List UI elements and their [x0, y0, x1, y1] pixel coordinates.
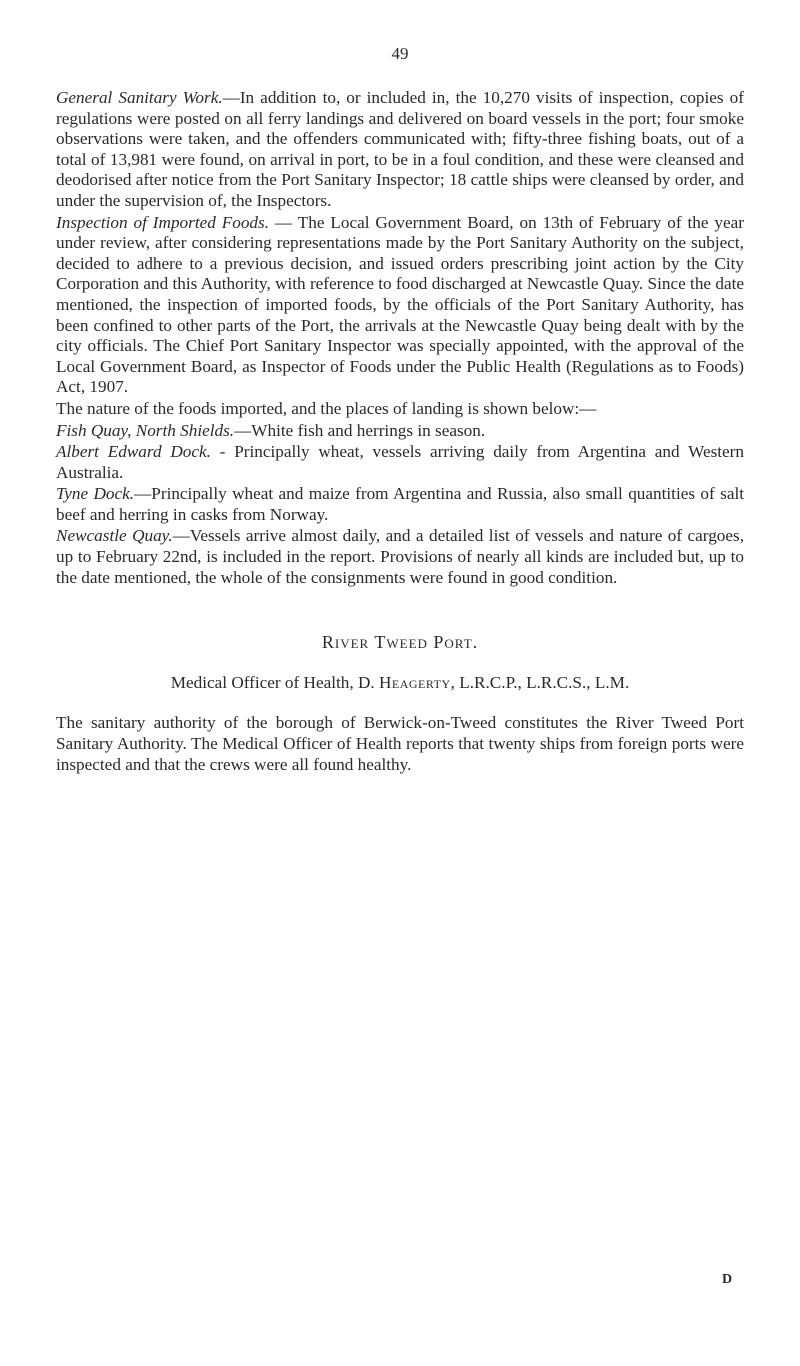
paragraph-nature-intro: The nature of the foods imported, and the places of landing is shown below:— [56, 398, 597, 418]
paragraph-newcastle-quay [56, 526, 744, 588]
paragraph-general-sanitary [56, 88, 744, 212]
heading-tyne-dock: Tyne Dock. [56, 484, 135, 504]
signature-mark: D [722, 1272, 733, 1287]
medical-officer-line [56, 673, 744, 694]
text-fish-quay: —White fish and herrings in season. [234, 420, 486, 440]
heading-albert-edward: Albert Edward Dock. [56, 442, 211, 462]
page-number: 49 [391, 44, 409, 63]
paragraph-river-tweed: The sanitary authority of the borough of Berwick-on-Tweed constitutes the River Tweed Port Sanitary Authority. The Medical Officer of Health reports that twenty ships from foreign ports were inspected and that the crews were all found healthy. [56, 713, 744, 774]
heading-imported-foods: Inspection of Imported Foods. [56, 212, 270, 232]
heading-fish-quay: Fish Quay, North Shields. [56, 420, 235, 440]
section-title-river-tweed: River Tweed Port. [321, 632, 479, 653]
text-imported-foods: — The Local Government Board, on 13th of February of the year under review, after considering representations made by the Port Sanitary Authority on the subject, decided to adhere to a previous decision, and issued orders prescribing joint action by the City Corporation and this Authority, with reference to food discharged at Newcastle Quay. Since the date mentioned, the inspection of imported foods, by the officials of the Port Sanitary Authority, has been confined to other parts of the Port, the arrivals at the Newcastle Quay being dealt with by the city officials. The Chief Port Sanitary Inspector was specially appointed, with the approval of the Local Government Board, as Inspector of Foods under the Public Health (Regulations as to Foods) Act, 1907. [56, 212, 744, 397]
officer-suffix: , L.R.C.P., L.R.C.S., L.M. [450, 672, 630, 692]
paragraph-albert-edward [56, 442, 744, 483]
paragraph-imported-foods [56, 213, 744, 398]
paragraph-fish-quay [56, 421, 744, 442]
document-body [56, 88, 744, 776]
text-tyne-dock: —Principally wheat and maize from Argentina and Russia, also small quantities of salt beef and herring in casks from Norway. [56, 484, 744, 524]
heading-newcastle-quay: Newcastle Quay. [56, 526, 173, 546]
text-newcastle-quay: —Vessels arrive almost daily, and a detailed list of vessels and nature of cargoes, up to February 22nd, is included in the report. Provisions of nearly all kinds are included but, up to the date mentioned, the whole of the consignments were found in good condition. [56, 526, 744, 587]
text-albert-edward: - Principally wheat, vessels arriving daily from Argentina and Western Australia. [56, 442, 744, 482]
officer-prefix: Medical Officer of Health, D. [170, 672, 379, 692]
paragraph-tyne-dock [56, 484, 744, 525]
officer-name: Heagerty [378, 672, 451, 692]
heading-general-sanitary: General Sanitary Work. [56, 88, 223, 107]
text-general-sanitary: —In addition to, or included in, the 10,270 visits of inspection, copies of regulations were posted on all ferry landings and delivered on board vessels in the port; four smoke observations were taken, and the offenders communicated with; fifty-three fishing boats, out of a total of 13,981 were found, on arrival in port, to be in a foul condition, and these were cleansed and deodorised after notice from the Port Sanitary Inspector; 18 cattle ships were cleansed by order, and under the supervision of, the Inspectors. [56, 88, 744, 210]
